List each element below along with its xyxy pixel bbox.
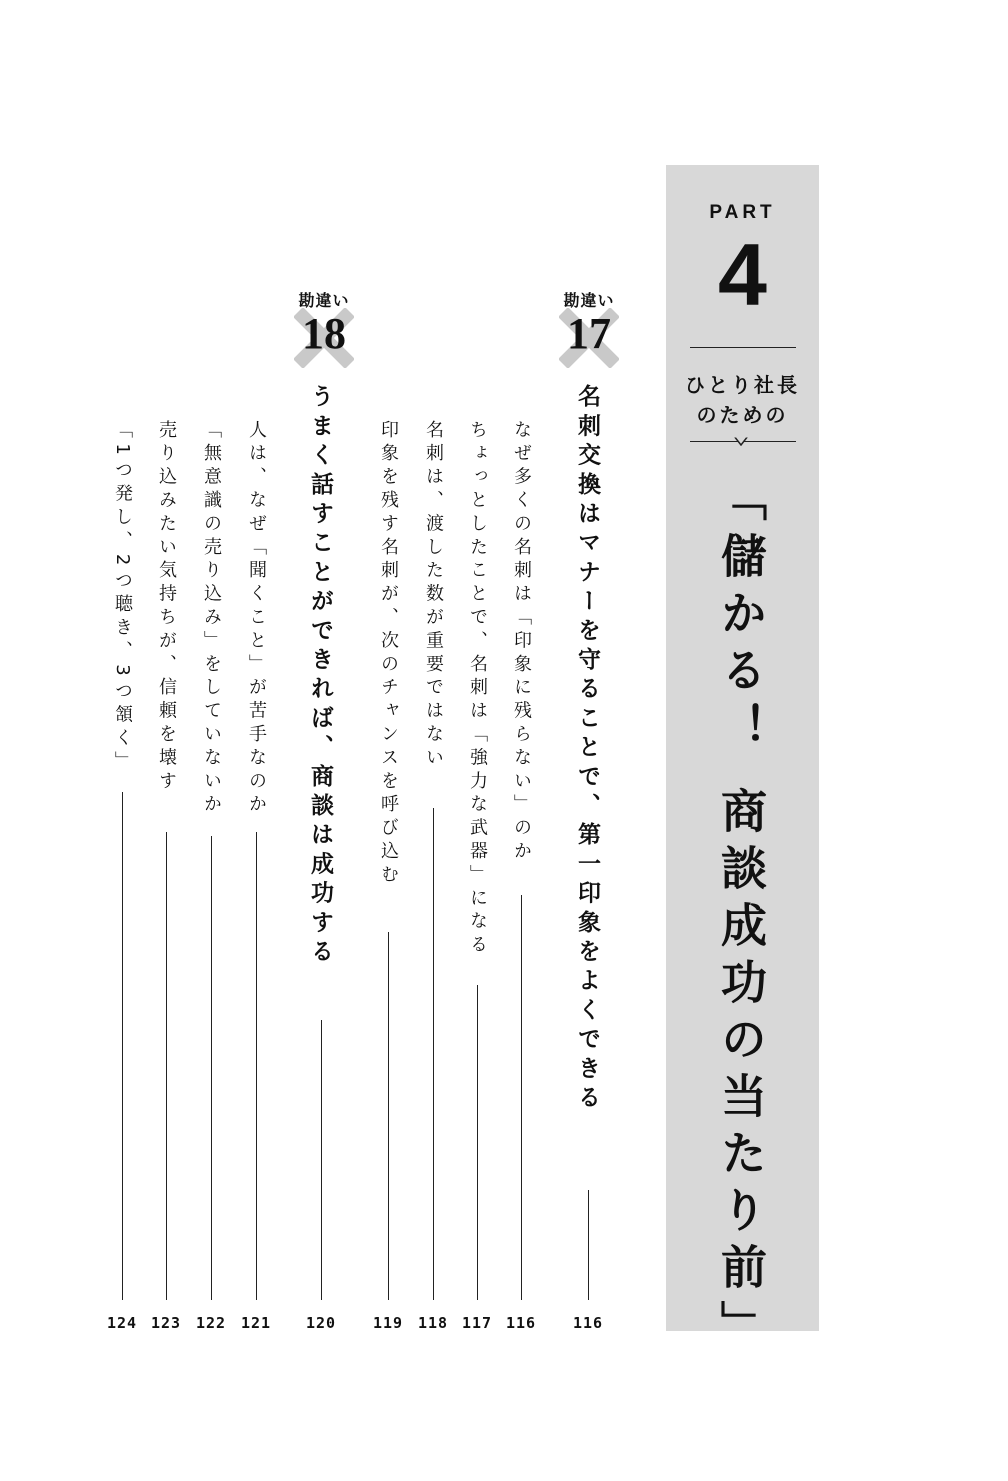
leader-line (321, 1020, 322, 1300)
toc-item: 「1つ発し、2つ聴き、3つ頷く」 (112, 420, 133, 775)
part-subtitle-line1: ひとり社長 (685, 373, 800, 397)
badge-number: 17 (567, 309, 611, 358)
page-number: 120 (305, 1314, 337, 1332)
badge-label: 勘違い (298, 291, 350, 310)
page-number: 124 (106, 1314, 138, 1332)
page-number: 116 (505, 1314, 537, 1332)
page-number: 121 (240, 1314, 272, 1332)
misconception-badge-17 (541, 288, 637, 368)
page-number: 116 (572, 1314, 604, 1332)
part-title: 「儲かる！ 商談成功の当たり前」 (714, 475, 768, 1358)
toc-item: 人は、なぜ「聞くこと」が苦手なのか (246, 420, 267, 818)
page-number: 118 (417, 1314, 449, 1332)
badge-label: 勘違い (563, 291, 615, 310)
toc-item: 名刺は、渡した数が重要ではない (423, 420, 444, 771)
leader-line (588, 1190, 589, 1300)
toc-item: ちょっとしたことで、名刺は「強力な武器」になる (467, 420, 488, 959)
toc-item: 売り込みたい気持ちが、信頼を壊す (156, 420, 177, 795)
badge-number: 18 (302, 309, 346, 358)
section-heading-17: 名刺交換はマナーを守ることで、第一印象をよくできる (574, 384, 600, 1114)
leader-line (388, 932, 389, 1300)
leader-line (477, 985, 478, 1300)
toc-item: 印象を残す名刺が、次のチャンスを呼び込む (378, 420, 399, 888)
section-heading-18: うまく話すことができれば、商談は成功する (307, 384, 333, 968)
leader-line (433, 808, 434, 1300)
leader-line (166, 832, 167, 1300)
leader-line (211, 836, 212, 1300)
leader-line (521, 895, 522, 1300)
toc-item: 「無意識の売り込み」をしていないか (201, 420, 222, 818)
misconception-badge-18 (276, 288, 372, 368)
part-number: 4 (718, 225, 767, 324)
part-divider-top (690, 347, 796, 348)
part-panel (666, 165, 819, 1358)
part-subtitle-line2: のための (696, 403, 789, 427)
page-number: 117 (461, 1314, 493, 1332)
leader-line (122, 792, 123, 1300)
page-number: 122 (195, 1314, 227, 1332)
toc-item: なぜ多くの名刺は「印象に残らない」のか (511, 420, 532, 865)
notch-icon (734, 436, 748, 446)
page-number: 119 (372, 1314, 404, 1332)
leader-line (256, 832, 257, 1300)
page-number: 123 (150, 1314, 182, 1332)
part-label: PART (709, 202, 776, 223)
